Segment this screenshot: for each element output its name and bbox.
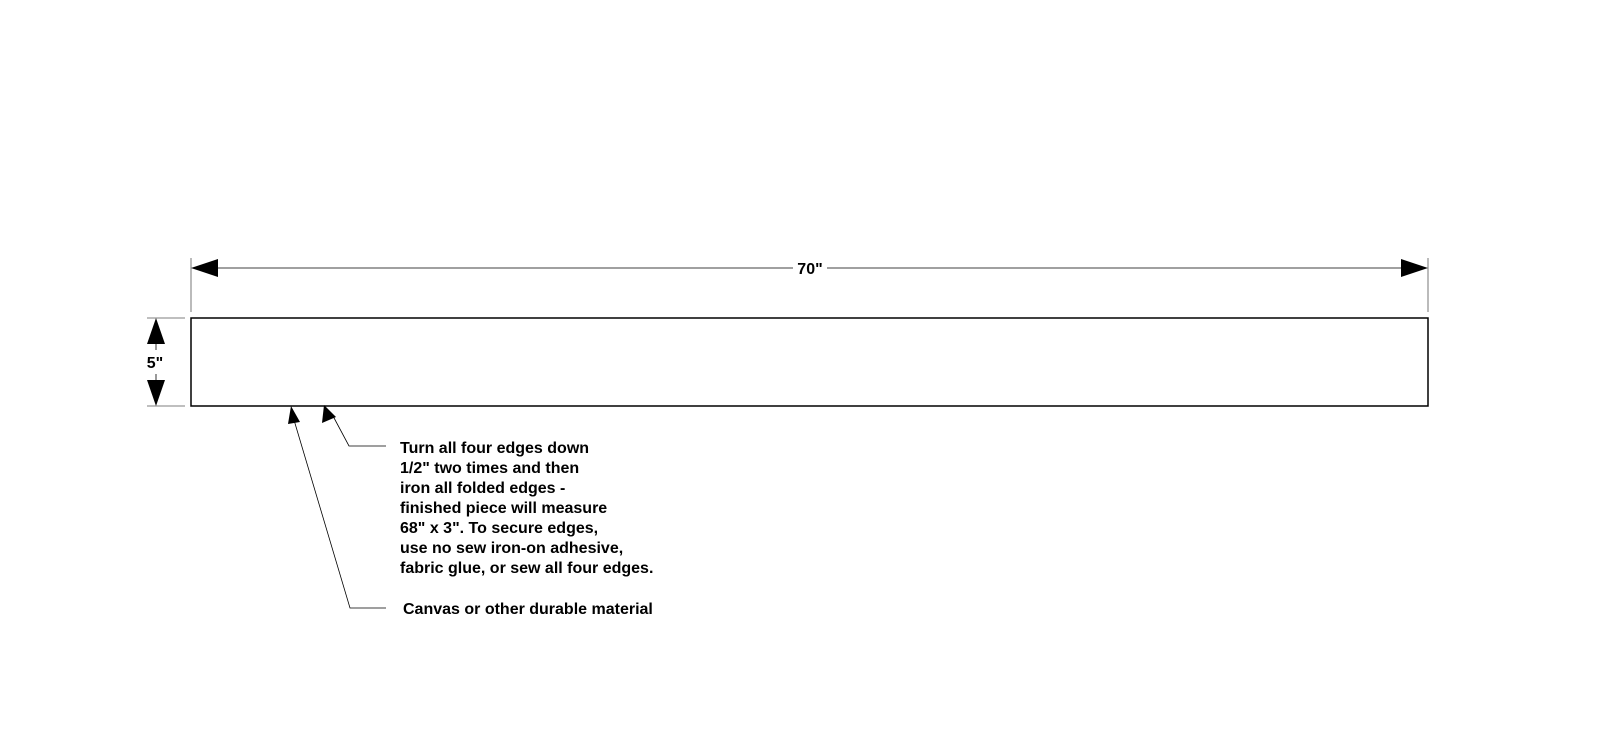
width-arrow-top xyxy=(147,318,165,344)
instructions-leader-line xyxy=(333,416,386,446)
instructions-leader-arrow xyxy=(322,405,336,423)
length-label: 70" xyxy=(797,261,823,278)
material-note: Canvas or other durable material xyxy=(403,601,653,618)
instructions-line-3: iron all folded edges - xyxy=(400,480,566,497)
length-arrow-right xyxy=(1401,259,1428,277)
width-label: 5" xyxy=(146,355,164,372)
instructions-line-1: Turn all four edges down xyxy=(400,440,590,457)
width-arrow-bottom xyxy=(147,380,165,406)
instructions-note xyxy=(400,440,653,577)
instructions-line-5: 68" x 3". To secure edges, xyxy=(400,520,599,537)
instructions-leader xyxy=(322,405,386,446)
instructions-line-4: finished piece will measure xyxy=(400,500,608,517)
instructions-line-7: fabric glue, or sew all four edges. xyxy=(400,560,654,577)
instructions-line-6: use no sew iron-on adhesive, xyxy=(400,540,624,557)
instructions-line-2: 1/2" two times and then xyxy=(400,460,580,477)
material-leader xyxy=(288,406,386,608)
fabric-piece xyxy=(191,318,1428,406)
material-leader-arrow xyxy=(288,406,300,424)
length-dimension xyxy=(191,258,1428,312)
length-arrow-left xyxy=(191,259,218,277)
material-leader-line xyxy=(294,420,386,608)
width-dimension xyxy=(147,318,185,406)
